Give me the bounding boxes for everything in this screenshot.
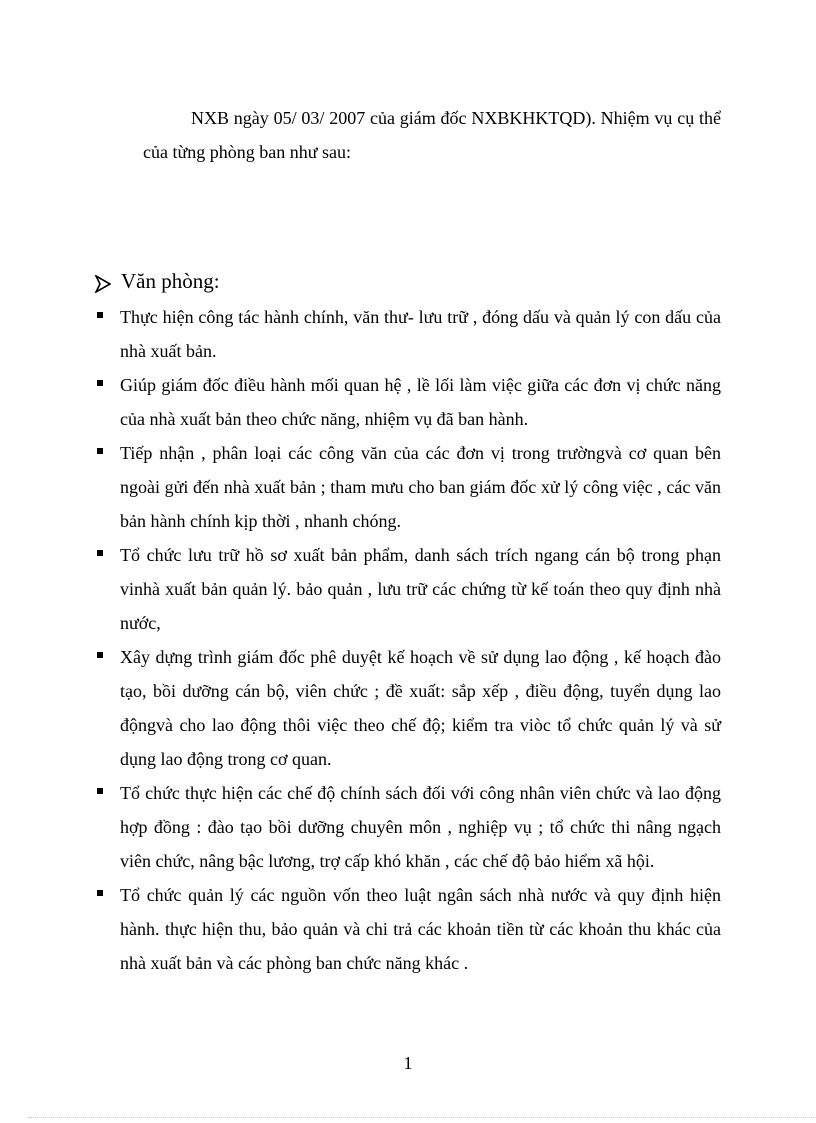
intro-paragraph: NXB ngày 05/ 03/ 2007 của giám đốc NXBKHKTQD). Nhiệm vụ cụ thể của từng phòng ban như sau: [143, 108, 721, 162]
list-item [95, 776, 721, 878]
square-bullet-icon [97, 380, 103, 386]
list-item-text: Tổ chức thực hiện các chế độ chính sách đối với công nhân viên chức và lao động hợp đồng : đào tạo bồi dưỡng chuyên môn , nghiệp vụ ; tổ chức thi nâng ngạch viên chức, nâng bậc lương, trợ cấp khó khăn , các chế độ bảo hiểm xã hội. [120, 783, 721, 871]
page-divider [28, 1117, 816, 1118]
square-bullet-icon [97, 550, 103, 556]
list-item [95, 878, 721, 980]
list-item-text: Tiếp nhận , phân loại các công văn của các đơn vị trong trườngvà cơ quan bên ngoài gửi đến nhà xuất bản ; tham mưu cho ban giám đốc xử lý công việc , các văn bản hành chính kịp thời , nhanh chóng. [120, 443, 721, 531]
list-item-text: Tổ chức quản lý các nguồn vốn theo luật ngân sách nhà nước và quy định hiện hành. thực hiện thu, bảo quản và chi trả các khoản tiền từ các khoản thu khác của nhà xuất bản và các phòng ban chức năng khác . [120, 885, 721, 973]
page-number: 1 [403, 1053, 413, 1073]
list-item [95, 436, 721, 538]
list-item-text: Thực hiện công tác hành chính, văn thư- lưu trữ , đóng dấu và quản lý con dấu của nhà xuất bản. [120, 307, 721, 361]
section-heading-text: Văn phòng: [121, 269, 220, 293]
list-item [95, 640, 721, 776]
section-heading [95, 267, 220, 295]
list-item-text: Tổ chức lưu trữ hồ sơ xuất bản phẩm, danh sách trích ngang cán bộ trong phạn vinhà xuất bản quản lý. bảo quản , lưu trữ các chứng từ kế toán theo quy định nhà nước, [120, 545, 721, 633]
arrow-icon [95, 272, 111, 290]
list-item-text: Xây dựng trình giám đốc phê duyệt kế hoạch về sử dụng lao động , kế hoạch đào tạo, bồi dưỡng cán bộ, viên chức ; đề xuất: sắp xếp , điều động, tuyển dụng lao độngvà cho lao động thôi việc theo chế độ; kiểm tra viòc tổ chức quản lý và sử dụng lao động trong cơ quan. [120, 647, 721, 769]
list-item [95, 368, 721, 436]
list-item [95, 300, 721, 368]
bullet-list [95, 300, 721, 980]
square-bullet-icon [97, 312, 103, 318]
list-item-text: Giúp giám đốc điều hành mối quan hệ , lề lối làm việc giữa các đơn vị chức năng của nhà xuất bản theo chức năng, nhiệm vụ đã ban hành. [120, 375, 721, 429]
square-bullet-icon [97, 890, 103, 896]
square-bullet-icon [97, 448, 103, 454]
list-item [95, 538, 721, 640]
square-bullet-icon [97, 788, 103, 794]
square-bullet-icon [97, 652, 103, 658]
